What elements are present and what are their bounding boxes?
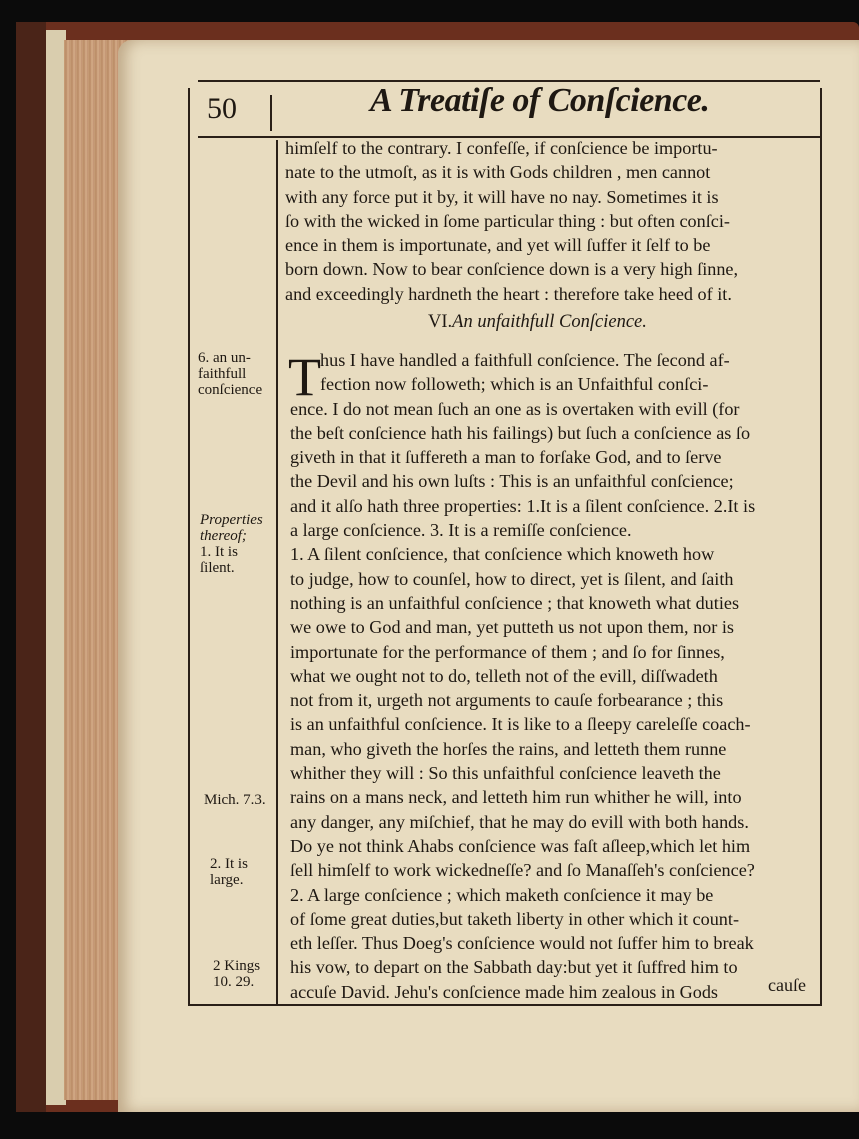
text-line: 2. A large conſcience ; which maketh conſcience it may be: [290, 884, 714, 905]
text-line: ence. I do not mean ſuch an one as is overtaken with evill (for: [290, 398, 740, 419]
section-title: An unfaithfull Conſcience.: [452, 312, 647, 332]
folio-divider: [270, 95, 272, 131]
text-line: and exceedingly hardneth the heart : therefore take heed of it.: [285, 283, 732, 304]
marginal-note-properties: Properties thereof; 1. It is ſilent.: [200, 512, 263, 576]
text-line: eth leſſer. Thus Doeg's conſcience would not ſuffer him to break: [290, 933, 754, 954]
text-line: ſell himſelf to work wickedneſſe? and ſo Manaſſeh's conſcience?: [290, 860, 755, 881]
endpaper: [46, 30, 66, 1105]
drop-cap: T: [288, 347, 321, 407]
text-line: accuſe David. Jehu's conſcience made him zealous in Gods: [290, 981, 719, 1002]
section-heading: [428, 312, 647, 333]
text-line: with any force put it by, it will have no nay. Sometimes it is: [285, 186, 719, 207]
text-line: Do ye not think Ahabs conſcience was faſt aſleep,which let him: [290, 835, 751, 856]
text-line: his vow, to depart on the Sabbath day:but yet it ſuffred him to: [290, 957, 738, 978]
page-number: 50: [207, 92, 237, 125]
text-line: hus I have handled a faithfull conſcience. The ſecond af-: [320, 350, 730, 370]
text-line: whither they will : So this unfaithful conſcience leaveth the: [290, 763, 721, 784]
text-line: himſelf to the contrary. I confeſſe, if conſcience be importu-: [285, 138, 718, 158]
book-spine-board: [16, 22, 46, 1112]
text-line: fection now followeth; which is an Unfaithful conſci-: [320, 374, 709, 395]
text-line: what we ought not to do, telleth not of the evill, diſſwadeth: [290, 665, 718, 686]
section-body: [290, 348, 830, 1004]
outer-left-rule: [188, 88, 190, 1006]
text-line: not from it, urgeth not arguments to cauſe forbearance ; this: [290, 690, 724, 711]
catchword: cauſe: [768, 975, 806, 995]
text-line: nate to the utmoſt, as it is with Gods children , men cannot: [285, 162, 711, 183]
text-line: the Devil and his own luſts : This is an unfaithful conſcience;: [290, 471, 734, 492]
marginal-note-large: 2. It is large.: [210, 856, 248, 888]
text-line: any danger, any miſchief, that he may do evill with both hands.: [290, 811, 749, 832]
intro-paragraph: [285, 136, 825, 306]
text-line: the beſt conſcience hath his failings) but ſuch a conſcience as ſo: [290, 422, 751, 443]
marginal-note-unfaithful: 6. an un- faithfull conſcience: [198, 350, 263, 398]
margin-divider-rule: [276, 140, 278, 1006]
text-line: we owe to God and man, yet putteth us not upon them, nor is: [290, 617, 735, 638]
text-line: to judge, how to counſel, how to direct, yet is ſilent, and ſaith: [290, 568, 734, 589]
text-line: is an unfaithful conſcience. It is like to a ſleepy careleſſe coach-: [290, 714, 751, 735]
text-line: 1. A ſilent conſcience, that conſcience which knoweth how: [290, 544, 715, 565]
section-number: VI.: [428, 312, 453, 332]
text-line: rains on a mans neck, and letteth him run whither he will, into: [290, 787, 742, 808]
text-line: born down. Now to bear conſcience down is a very high ſinne,: [285, 259, 739, 280]
text-line: giveth in that it ſuffereth a man to forſake God, and to ſerve: [290, 447, 722, 468]
text-line: ſo with the wicked in ſome particular thing : but often conſci-: [285, 210, 730, 231]
text-line: importunate for the performance of them ; and ſo for ſinnes,: [290, 641, 725, 662]
text-line: ence in them is importunate, and yet will ſuffer it ſelf to be: [285, 235, 711, 256]
text-line: nothing is an unfaithful conſcience ; that knoweth what duties: [290, 592, 740, 613]
text-line: and it alſo hath three properties: 1.It is a ſilent conſcience. 2.It is: [290, 495, 756, 516]
marginal-note-mich: Mich. 7.3.: [204, 792, 266, 808]
text-line: a large conſcience. 3. It is a remiſſe conſcience.: [290, 520, 632, 541]
bottom-rule: [188, 1004, 822, 1006]
running-title: A Treatiſe of Conſcience.: [370, 82, 710, 119]
text-line: man, who giveth the horſes the rains, and letteth them runne: [290, 738, 727, 759]
marginal-note-kings: 2 Kings 10. 29.: [213, 958, 261, 990]
text-line: of ſome great duties,but taketh liberty in other which it count-: [290, 908, 740, 929]
